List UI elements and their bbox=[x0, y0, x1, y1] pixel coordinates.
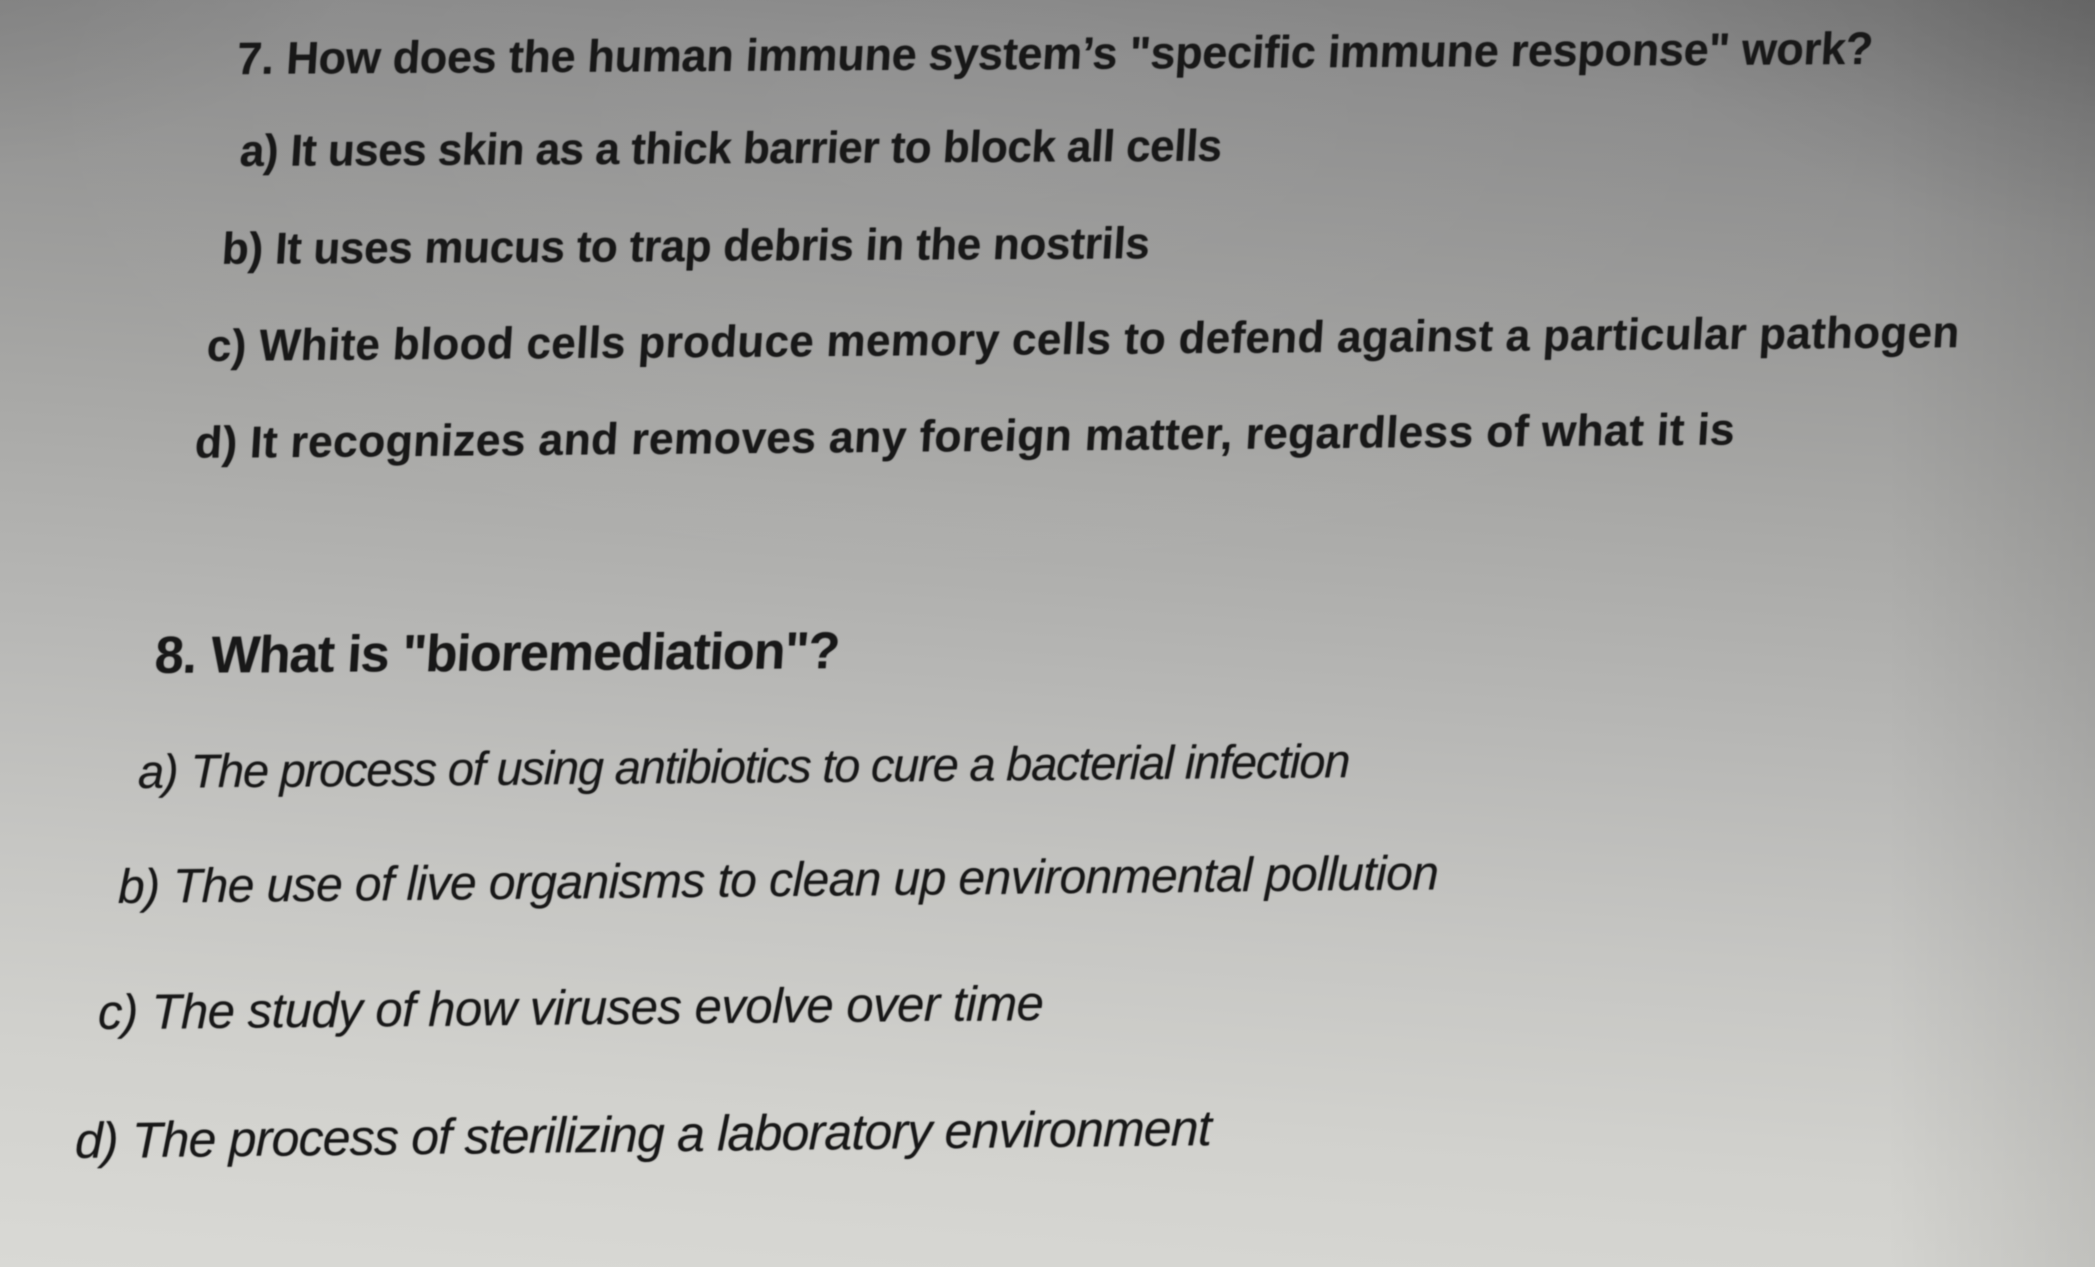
option-d-text: It recognizes and removes any foreign matter, regardless of what it is bbox=[248, 405, 1737, 468]
option-a-label: a) bbox=[238, 126, 280, 177]
question-8-option-b bbox=[117, 847, 1439, 915]
option-a-label: a) bbox=[137, 744, 178, 799]
option-c-text: The study of how viruses evolve over time bbox=[151, 976, 1044, 1040]
question-8-option-d bbox=[74, 1100, 1212, 1170]
question-8-option-c bbox=[97, 976, 1044, 1041]
option-d-label: d) bbox=[74, 1112, 119, 1170]
option-a-text: The process of using antibiotics to cure a bacterial infection bbox=[190, 734, 1350, 798]
option-d-label: d) bbox=[193, 418, 240, 469]
option-c-label: c) bbox=[97, 985, 139, 1041]
question-7-text: How does the human immune system’s "specific immune response" work? bbox=[284, 22, 1875, 84]
option-a-text: It uses skin as a thick barrier to block all cells bbox=[288, 121, 1224, 176]
question-8-option-a bbox=[137, 734, 1350, 799]
question-7-option-d bbox=[193, 405, 1737, 469]
option-d-text: The process of sterilizing a laboratory environment bbox=[131, 1100, 1212, 1169]
option-b-text: It uses mucus to trap debris in the nostrils bbox=[273, 219, 1152, 274]
question-8-number: 8. bbox=[153, 626, 199, 686]
question-7-option-c bbox=[205, 308, 1962, 372]
option-b-text: The use of live organisms to clean up environmental pollution bbox=[172, 847, 1439, 914]
question-8-heading bbox=[153, 622, 841, 686]
option-c-label: c) bbox=[205, 321, 249, 372]
question-7-option-a bbox=[238, 121, 1224, 177]
question-7-option-b bbox=[220, 219, 1152, 275]
option-b-label: b) bbox=[117, 860, 160, 915]
question-7-number: 7. bbox=[235, 32, 276, 85]
question-7-heading bbox=[235, 22, 1875, 85]
option-b-label: b) bbox=[220, 224, 265, 275]
question-8-text: What is "bioremediation"? bbox=[209, 622, 841, 685]
option-c-text: White blood cells produce memory cells to defend against a particular pathogen bbox=[257, 308, 1962, 371]
